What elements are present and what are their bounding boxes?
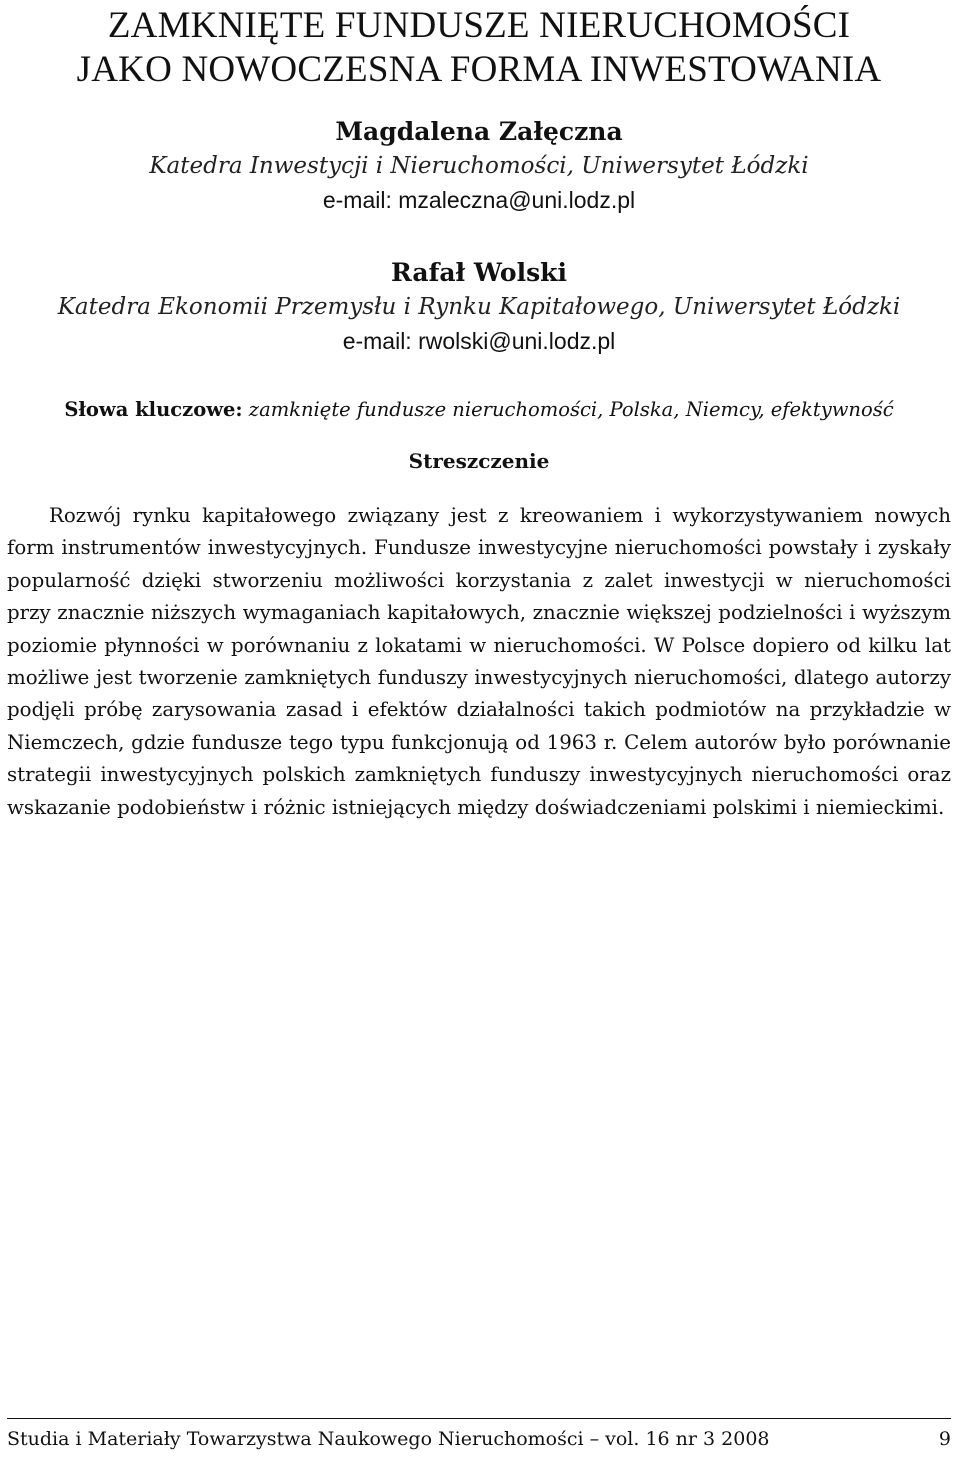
author-email[interactable]: e-mail: rwolski@uni.lodz.pl: [342, 328, 616, 354]
footer-journal-citation: Studia i Materiały Towarzystwa Naukowego Nieruchomości – vol. 16 nr 3 2008: [7, 1428, 770, 1450]
keywords-label: Słowa kluczowe:: [64, 398, 243, 421]
author-block-1: [7, 115, 951, 217]
footer-page-number: 9: [938, 1428, 951, 1450]
paper-page: [7, 0, 951, 844]
abstract-body: Rozwój rynku kapitałowego związany jest z kreowaniem i wykorzystywaniem nowych form instrumentów inwestycyjnych. Fundusze inwestycyjne nieruchomości powstały i zyskały popularność dzięki stworzeniu możliwości korzystania z zalet inwestycji w nieruchomości przy znacznie niższych wymaganiach kapitałowych, znacznie większej podzielności i wyższym poziomie płynności w porównaniu z lokatami w nieruchomości. W Polsce dopiero od kilku lat możliwe jest tworzenie zamkniętych funduszy inwestycyjnych nieruchomości, dlatego autorzy podjęli próbę zarysowania zasad i efektów działalności takich podmiotów na przykładzie w Niemczech, gdzie fundusze tego typu funkcjonują od 1963 r. Celem autorów było porównanie strategii inwestycyjnych polskich zamkniętych funduszy inwestycyjnych nieruchomości oraz wskazanie podobieństw i różnic istniejących między doświadczeniami polskimi i niemieckimi.: [7, 504, 951, 819]
paper-title-line-2: JAKO NOWOCZESNA FORMA INWESTOWANIA: [76, 49, 882, 90]
page-footer: [7, 1418, 951, 1453]
keywords-line: [7, 395, 951, 425]
keywords-values: zamknięte fundusze nieruchomości, Polska, Niemcy, efektywność: [248, 398, 894, 421]
author-name: Magdalena Załęczna: [335, 117, 623, 146]
author-affiliation: Katedra Inwestycji i Nieruchomości, Uniwersytet Łódzki: [149, 153, 809, 179]
paper-title-line-1: ZAMKNIĘTE FUNDUSZE NIERUCHOMOŚCI: [107, 5, 851, 46]
author-block-2: [7, 256, 951, 358]
author-affiliation: Katedra Ekonomii Przemysłu i Rynku Kapitałowego, Uniwersytet Łódzki: [57, 294, 901, 320]
abstract-heading: Streszczenie: [408, 449, 550, 473]
author-email[interactable]: e-mail: mzaleczna@uni.lodz.pl: [322, 187, 636, 213]
author-name: Rafał Wolski: [391, 258, 567, 287]
paper-title: [7, 0, 951, 92]
